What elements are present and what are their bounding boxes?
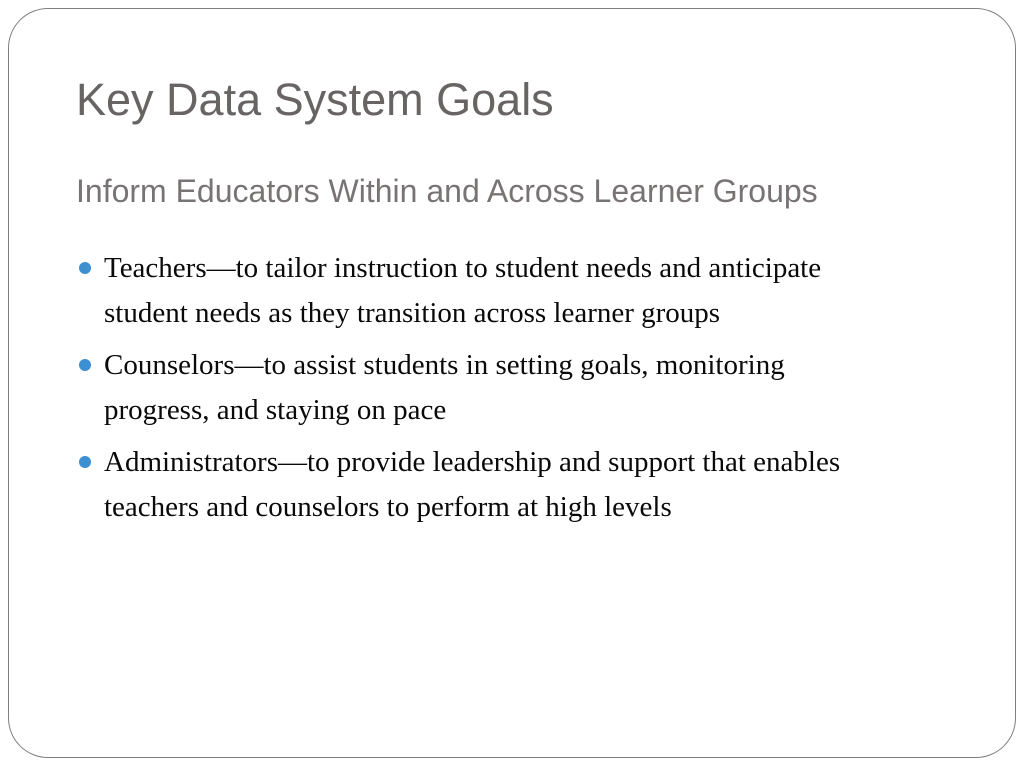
bullet-dot-icon bbox=[79, 359, 91, 371]
bullet-text: Teachers—to tailor instruction to student needs and anticipate student needs as they transition across learner groups bbox=[104, 252, 822, 329]
bullet-text: Administrators—to provide leadership and support that enables teachers and counselors to perform at high levels bbox=[104, 446, 841, 523]
slide-subtitle: Inform Educators Within and Across Learner Groups bbox=[76, 173, 818, 209]
bullet-list bbox=[78, 246, 888, 537]
bullet-text: Counselors—to assist students in setting goals, monitoring progress, and staying on pace bbox=[104, 349, 785, 426]
bullet-item-administrators bbox=[78, 440, 888, 530]
bullet-item-teachers bbox=[78, 246, 888, 336]
bullet-dot-icon bbox=[79, 262, 91, 274]
bullet-item-counselors bbox=[78, 343, 888, 433]
slide-title: Key Data System Goals bbox=[76, 74, 554, 125]
bullet-dot-icon bbox=[79, 456, 91, 468]
